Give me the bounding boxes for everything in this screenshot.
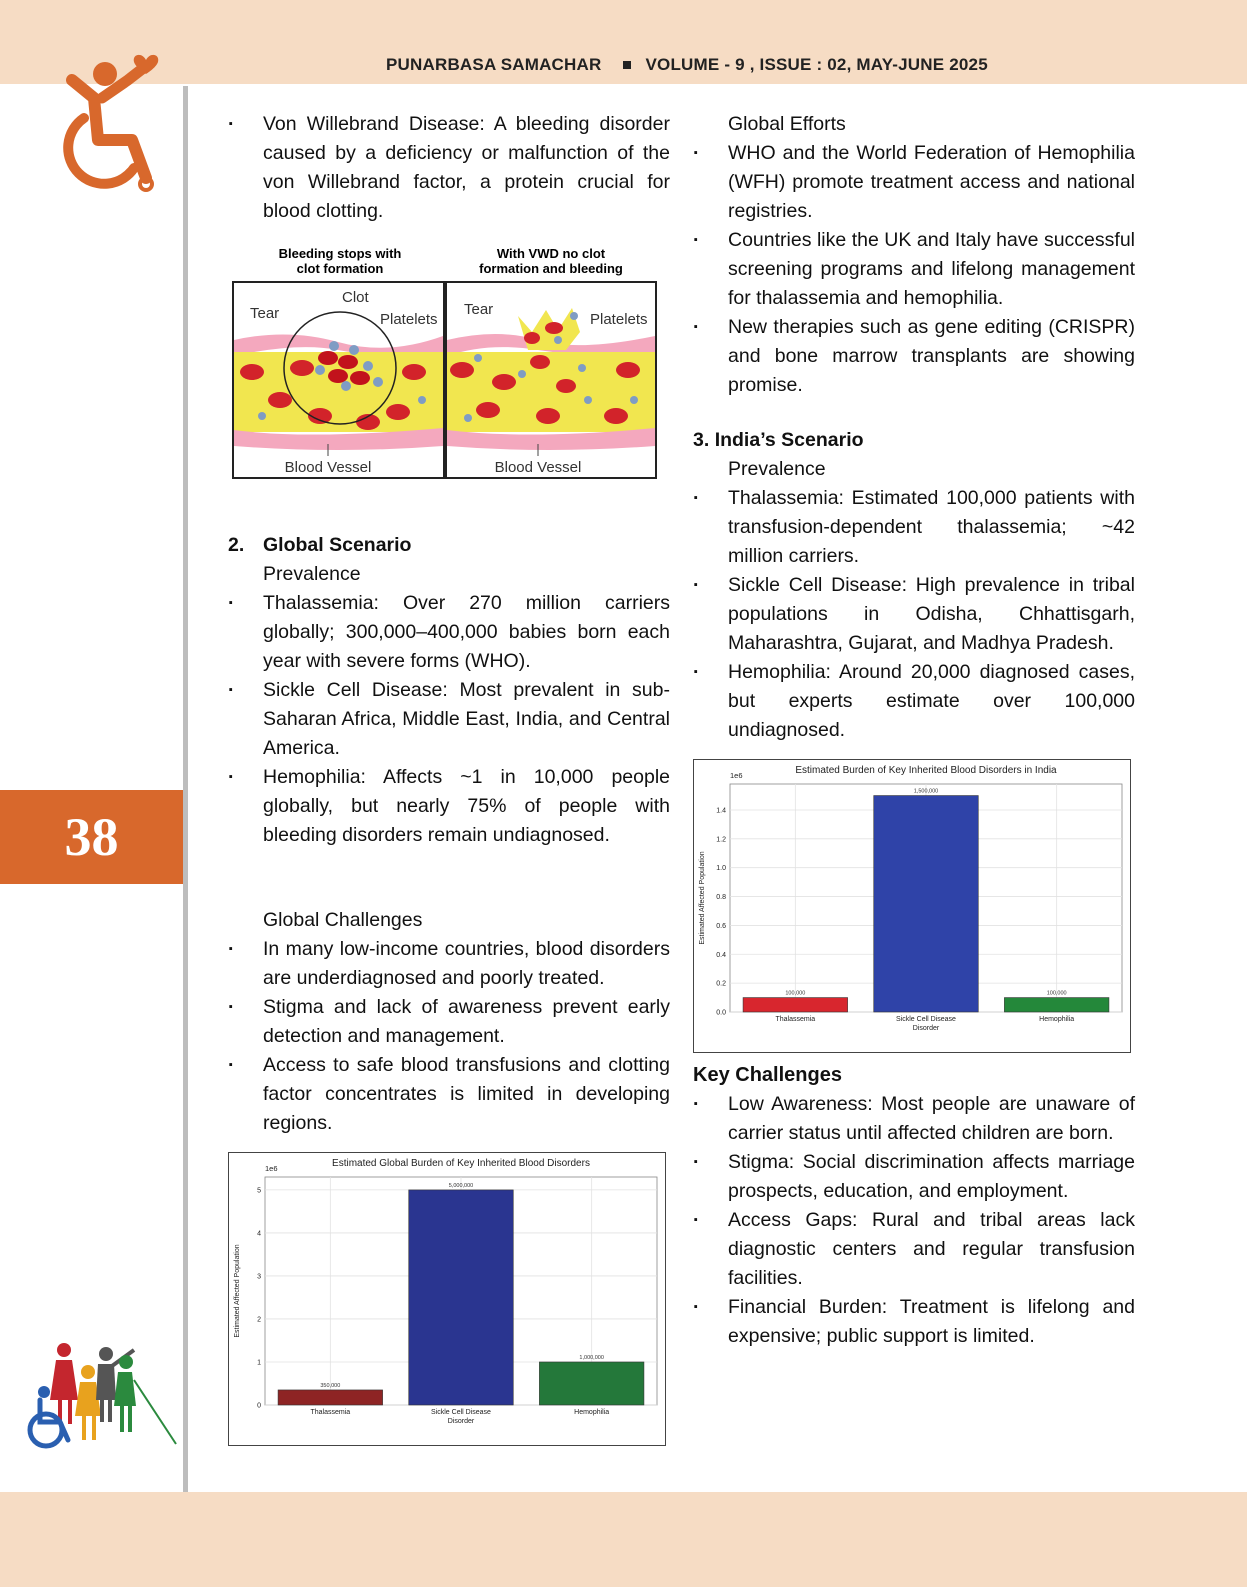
challenges-heading: Global Challenges (263, 909, 423, 931)
chart-value-label: 1,500,000 (913, 788, 939, 795)
list-item: · Von Willebrand Disease: A bleeding disorder caused by a deficiency or malfunction of the von Willebrand factor, a protein crucial for blood clotting. (228, 110, 670, 226)
vwd-list (228, 110, 670, 226)
india-burden-chart (694, 760, 1130, 1052)
chart-x-tick-label: Disorder (912, 1025, 940, 1032)
chart-y-tick-label: 0.4 (716, 951, 726, 959)
chart-x-tick-label: Sickle Cell Disease (896, 1016, 956, 1023)
chart-scale-label: 1e6 (730, 771, 743, 780)
section-number: 3. (693, 429, 710, 451)
chart-value-label: 100,000 (1046, 990, 1067, 997)
right-column (693, 110, 1135, 1351)
vwd-illustration (228, 240, 670, 496)
chart-y-axis-label: Estimated Affected Population (699, 851, 706, 945)
chart-y-tick-label: 2 (257, 1316, 261, 1324)
chart-y-tick-label: 5 (257, 1187, 261, 1195)
list-item: · Countries like the UK and Italy have successful screening programs and lifelong management for thalassemia and hemophilia. (693, 226, 1135, 313)
chart-bar (539, 1362, 644, 1405)
publication-name: PUNARBASA SAMACHAR (386, 55, 602, 74)
list-item: · Thalassemia: Over 270 million carriers globally; 300,000–400,000 babies born each year with severe forms (WHO). (228, 589, 670, 676)
india-burden-chart-frame (693, 759, 1131, 1053)
section-title: Global Scenario (263, 534, 412, 556)
chart-y-tick-label: 1.2 (716, 836, 726, 844)
chart-y-tick-label: 0.8 (716, 894, 726, 902)
global-prevalence-list (228, 589, 670, 850)
vwd-label-platelets-right: Platelets (590, 311, 648, 328)
vwd-label-vessel-left: Blood Vessel (284, 459, 372, 476)
vwd-right-title-2: formation and bleeding (479, 261, 623, 276)
global-efforts-list (693, 139, 1135, 400)
list-item: · Stigma and lack of awareness prevent early detection and management. (228, 993, 670, 1051)
list-item: · Stigma: Social discrimination affects marriage prospects, education, and employment. (693, 1148, 1135, 1206)
prevalence-heading: Prevalence (728, 458, 826, 480)
running-header (386, 55, 988, 75)
global-burden-chart (229, 1153, 665, 1445)
chart-title: Estimated Global Burden of Key Inherited Blood Disorders (332, 1158, 590, 1169)
chart-y-tick-label: 0.2 (716, 980, 726, 988)
margin-rule (183, 86, 188, 1492)
efforts-heading: Global Efforts (728, 113, 846, 135)
section-title: India’s Scenario (714, 429, 864, 451)
list-item: · WHO and the World Federation of Hemophilia (WFH) promote treatment access and national registries. (693, 139, 1135, 226)
chart-y-tick-label: 1 (257, 1359, 261, 1367)
chart-scale-label: 1e6 (265, 1164, 278, 1173)
list-item: · Financial Burden: Treatment is lifelong and expensive; public support is limited. (693, 1293, 1135, 1351)
chart-y-tick-label: 4 (257, 1230, 261, 1238)
vwd-label-clot: Clot (342, 289, 369, 306)
left-column (228, 110, 670, 1446)
wheelchair-logo-icon (42, 50, 172, 200)
key-challenges-list (693, 1090, 1135, 1351)
vwd-label-tear-left: Tear (250, 305, 280, 322)
list-item: · Thalassemia: Estimated 100,000 patients with transfusion-dependent thalassemia; ~42 million carriers. (693, 484, 1135, 571)
chart-x-tick-label: Thalassemia (310, 1409, 351, 1416)
list-item: · Sickle Cell Disease: High prevalence in tribal populations in Odisha, Chhattisgarh, Maharashtra, Gujarat, and Madhya Pradesh. (693, 571, 1135, 658)
list-item: · Sickle Cell Disease: Most prevalent in sub-Saharan Africa, Middle East, India, and Central America. (228, 676, 670, 763)
vwd-left-title-1: Bleeding stops with (278, 246, 402, 261)
chart-bar (1004, 998, 1109, 1012)
page-number: 38 (0, 790, 183, 884)
chart-y-tick-label: 0 (257, 1402, 261, 1410)
chart-x-tick-label: Hemophilia (574, 1409, 610, 1416)
chart-title: Estimated Burden of Key Inherited Blood Disorders in India (795, 765, 1057, 776)
list-item: · New therapies such as gene editing (CRISPR) and bone marrow transplants are showing promise. (693, 313, 1135, 400)
separator-square (623, 61, 631, 69)
key-challenges-heading: Key Challenges (693, 1064, 842, 1086)
section-heading-india (693, 426, 1135, 455)
chart-bar (743, 998, 848, 1012)
vwd-label-vessel-right: Blood Vessel (494, 459, 582, 476)
chart-value-label: 100,000 (785, 990, 806, 997)
prevalence-heading: Prevalence (263, 563, 361, 585)
chart-x-tick-label: Thalassemia (775, 1016, 816, 1023)
vwd-right-title-1: With VWD no clot (496, 246, 606, 261)
vwd-label-platelets-left: Platelets (380, 311, 438, 328)
chart-x-tick-label: Hemophilia (1039, 1016, 1075, 1023)
section-heading-global (228, 531, 670, 560)
list-item: · Hemophilia: Affects ~1 in 10,000 people globally, but nearly 75% of people with bleeding disorders remain undiagnosed. (228, 763, 670, 850)
chart-bar (874, 796, 979, 1012)
chart-value-label: 5,000,000 (448, 1182, 474, 1189)
chart-value-label: 350,000 (320, 1382, 341, 1389)
chart-x-tick-label: Disorder (447, 1418, 475, 1425)
list-item: · Access to safe blood transfusions and clotting factor concentrates is limited in developing regions. (228, 1051, 670, 1138)
section-number: 2. (228, 534, 245, 556)
list-item: · Hemophilia: Around 20,000 diagnosed cases, but experts estimate over 100,000 undiagnosed. (693, 658, 1135, 745)
chart-y-axis-label: Estimated Affected Population (234, 1244, 241, 1338)
chart-value-label: 1,000,000 (579, 1354, 604, 1361)
issue-info: VOLUME - 9 , ISSUE : 02, MAY-JUNE 2025 (645, 55, 988, 74)
india-prevalence-list (693, 484, 1135, 745)
inclusion-group-logo-icon (26, 1340, 181, 1452)
global-challenges-list (228, 935, 670, 1138)
chart-y-tick-label: 1.4 (716, 807, 726, 815)
list-item: · Access Gaps: Rural and tribal areas lack diagnostic centers and regular transfusion facilities. (693, 1206, 1135, 1293)
footer-band (0, 1492, 1247, 1587)
list-item: · In many low-income countries, blood disorders are underdiagnosed and poorly treated. (228, 935, 670, 993)
chart-bar (278, 1390, 383, 1405)
chart-y-tick-label: 1.0 (716, 865, 726, 873)
list-item: · Low Awareness: Most people are unaware of carrier status until affected children are born. (693, 1090, 1135, 1148)
vwd-label-tear-right: Tear (464, 301, 494, 318)
chart-x-tick-label: Sickle Cell Disease (431, 1409, 491, 1416)
chart-y-tick-label: 0.6 (716, 922, 726, 930)
chart-bar (409, 1190, 514, 1405)
chart-y-tick-label: 0.0 (716, 1009, 726, 1017)
vwd-left-title-2: clot formation (296, 261, 384, 276)
global-burden-chart-frame (228, 1152, 666, 1446)
chart-y-tick-label: 3 (257, 1273, 261, 1281)
